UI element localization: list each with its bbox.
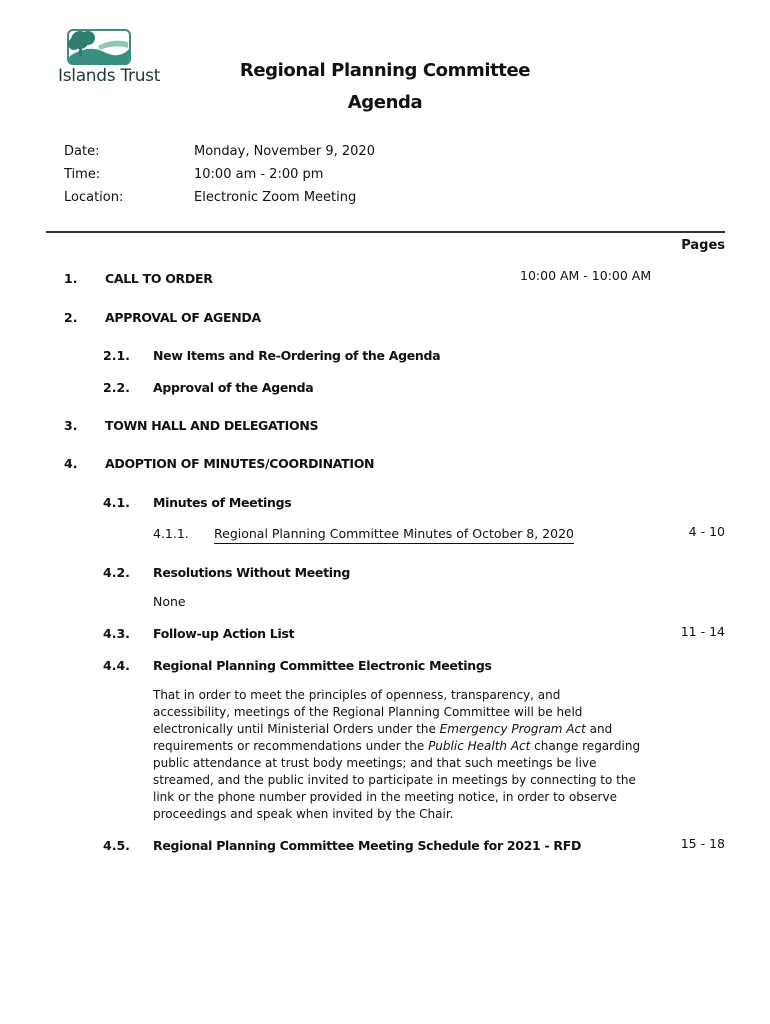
item-4-4-title: Regional Planning Committee Electronic Meetings xyxy=(153,658,492,673)
item-4-2-title: Resolutions Without Meeting xyxy=(153,565,351,580)
item-4-3-title: Follow-up Action List xyxy=(153,626,295,641)
date-label: Date: xyxy=(64,144,100,159)
item-4-title: ADOPTION OF MINUTES/COORDINATION xyxy=(105,456,375,471)
item-2-1-number: 2.1. xyxy=(103,348,130,363)
item-4-2-note: None xyxy=(153,594,186,609)
page-title: Regional Planning Committee xyxy=(239,60,531,81)
item-4-1-number: 4.1. xyxy=(103,495,130,510)
org-name: Islands Trust xyxy=(58,66,161,86)
item-3-title: TOWN HALL AND DELEGATIONS xyxy=(105,418,319,433)
divider xyxy=(46,231,725,233)
item-2-2-number: 2.2. xyxy=(103,380,130,395)
item-4-5-number: 4.5. xyxy=(103,838,130,853)
item-2-2-title: Approval of the Agenda xyxy=(153,380,314,395)
item-4-2-number: 4.2. xyxy=(103,565,130,580)
item-4-3-pages: 11 - 14 xyxy=(680,624,725,639)
item-4-5-title: Regional Planning Committee Meeting Schedule for 2021 - RFD xyxy=(153,838,582,853)
item-4-4-resolution-text: That in order to meet the principles of openness, transparency, and accessibility, meetings of the Regional Planning Committee will be held electronically until Ministerial Orders under the Emergency Program Act and requirements or recommendations under the Public Health Act change regarding public attendance at trust body meetings; and that such meetings be live streamed, and the public invited to participate in meetings by connecting to the link or the phone number provided in the meeting notice, in order to observe proceedings and speak when invited by the Chair. xyxy=(153,688,641,821)
item-1-title: CALL TO ORDER xyxy=(105,271,213,286)
location-label: Location: xyxy=(64,190,124,205)
item-2-1-title: New Items and Re-Ordering of the Agenda xyxy=(153,348,441,363)
item-2-title: APPROVAL OF AGENDA xyxy=(105,310,261,325)
location-value: Electronic Zoom Meeting xyxy=(194,190,357,205)
item-1-time: 10:00 AM - 10:00 AM xyxy=(520,268,652,283)
time-label: Time: xyxy=(64,167,101,182)
item-4-3-number: 4.3. xyxy=(103,626,130,641)
pages-header: Pages xyxy=(681,238,725,253)
item-4-1-1-pages: 4 - 10 xyxy=(688,524,725,539)
item-4-number: 4. xyxy=(64,456,78,471)
time-value: 10:00 am - 2:00 pm xyxy=(194,167,324,182)
item-4-1-1-link[interactable]: Regional Planning Committee Minutes of October 8, 2020 xyxy=(214,526,574,544)
item-4-1-title: Minutes of Meetings xyxy=(153,495,292,510)
date-value: Monday, November 9, 2020 xyxy=(194,144,375,159)
page-subtitle: Agenda xyxy=(347,92,423,113)
item-1-number: 1. xyxy=(64,271,78,286)
item-3-number: 3. xyxy=(64,418,78,433)
item-4-1-1-number: 4.1.1. xyxy=(153,526,189,541)
item-2-number: 2. xyxy=(64,310,78,325)
item-4-4-number: 4.4. xyxy=(103,658,130,673)
item-4-5-pages: 15 - 18 xyxy=(680,836,725,851)
